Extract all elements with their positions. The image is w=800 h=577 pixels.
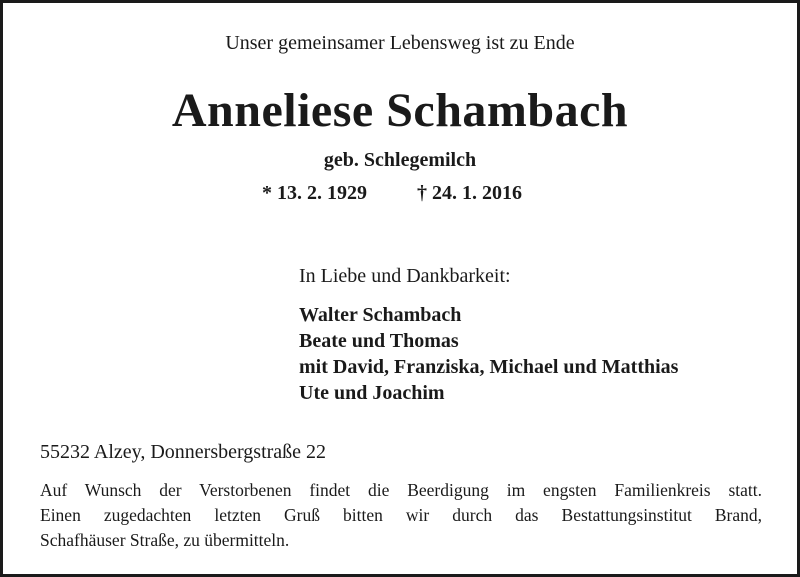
notice-line: Auf Wunsch der Verstorbenen findet die Beerdigung im engsten Familienkreis statt. [40, 480, 762, 500]
deceased-name: Anneliese Schambach [171, 84, 629, 137]
mourners-intro: In Liebe und Dankbarkeit: [299, 265, 511, 287]
death-cross-symbol: † [417, 182, 427, 204]
notice-line: Einen zugedachten letzten Gruß bitten wir durch das Bestattungsinstitut Brand, [40, 505, 762, 525]
mourner-name: Beate und Thomas [299, 330, 459, 352]
life-dates [262, 180, 562, 206]
death-date-group [417, 180, 522, 206]
birth-date-group [262, 180, 367, 206]
notice-line: Schafhäuser Straße, zu übermitteln. [40, 530, 290, 550]
birth-star-symbol: * [262, 182, 272, 204]
motto-text: Unser gemeinsamer Lebensweg ist zu Ende [225, 32, 575, 54]
mourner-name: Ute und Joachim [299, 382, 445, 404]
mourner-name: mit David, Franziska, Michael und Matthias [299, 356, 679, 378]
birth-name: geb. Schlegemilch [323, 149, 477, 171]
mourners-list [299, 302, 678, 406]
funeral-notice [40, 478, 762, 553]
family-address: 55232 Alzey, Donnersbergstraße 22 [40, 441, 327, 463]
mourner-name: Walter Schambach [299, 304, 462, 326]
death-date: 24. 1. 2016 [432, 182, 522, 204]
birth-date: 13. 2. 1929 [277, 182, 367, 204]
